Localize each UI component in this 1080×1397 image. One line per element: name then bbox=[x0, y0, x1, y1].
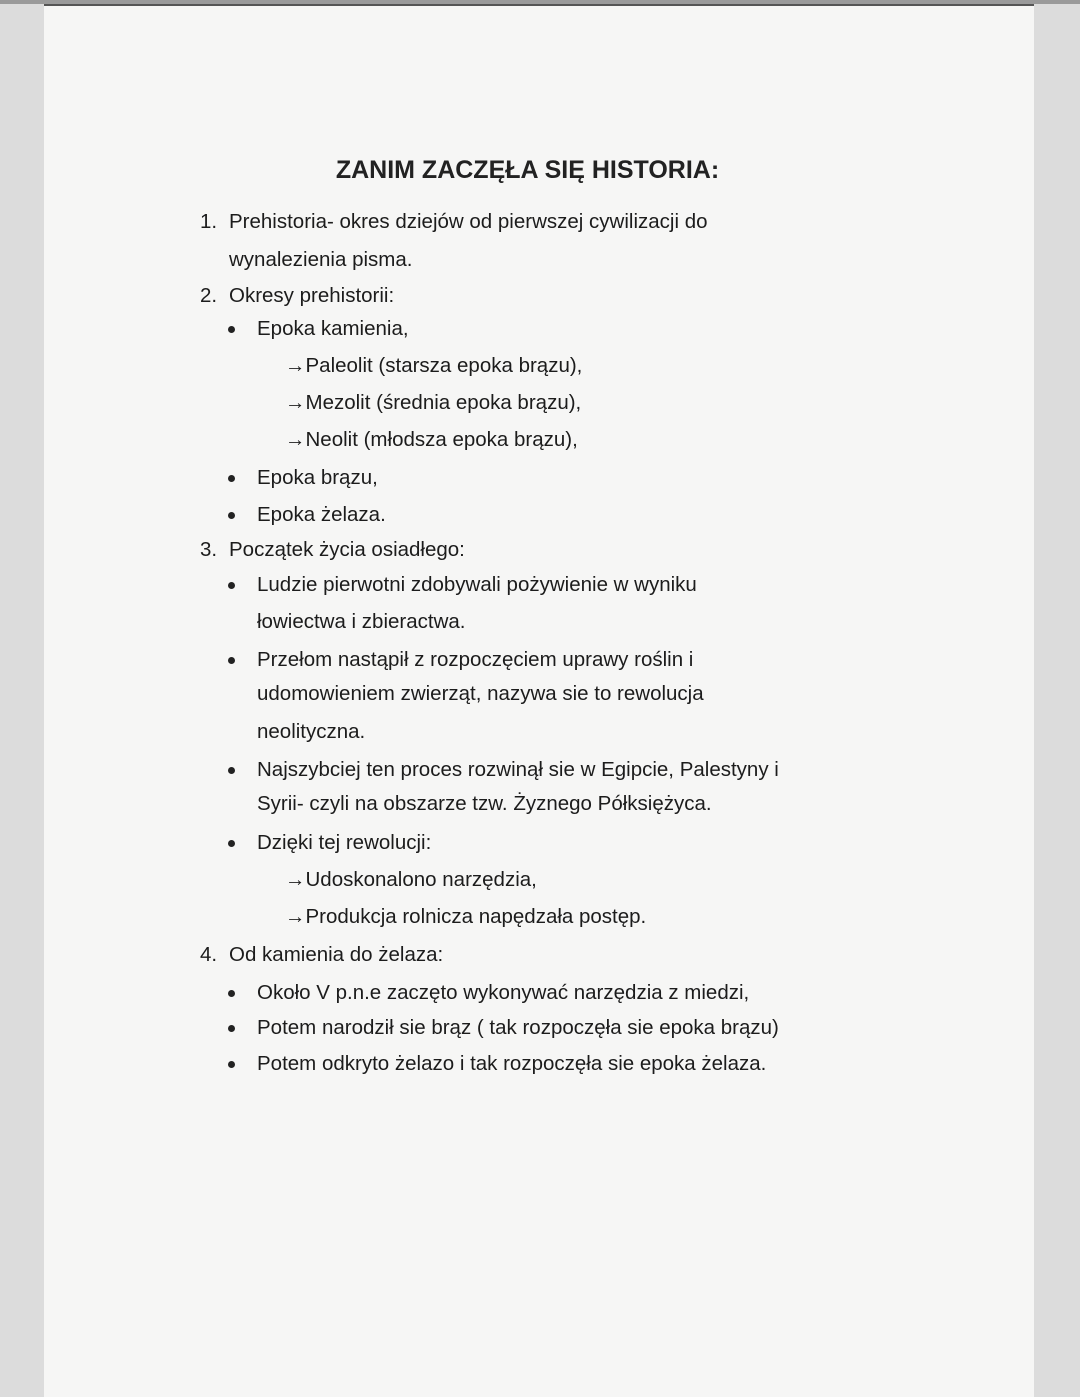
arrow-icon: → bbox=[285, 868, 306, 891]
section-number: 1. bbox=[200, 210, 218, 233]
arrow-icon: → bbox=[285, 428, 306, 451]
section-heading: Okresy prehistorii: bbox=[229, 284, 395, 307]
sub-item-text: Paleolit (starsza epoka brązu), bbox=[305, 354, 583, 377]
arrow-icon: → bbox=[285, 354, 306, 377]
list-item: Przełom nastąpił z rozpoczęciem uprawy roślin i bbox=[257, 648, 694, 671]
bullet-icon bbox=[228, 657, 235, 664]
bullet-icon bbox=[228, 475, 235, 482]
arrow-icon: → bbox=[285, 391, 306, 414]
list-item-cont: neolityczna. bbox=[257, 720, 366, 743]
bullet-icon bbox=[228, 326, 235, 333]
bullet-icon bbox=[228, 1025, 235, 1032]
bullet-icon bbox=[228, 767, 235, 774]
page-title: ZANIM ZACZĘŁA SIĘ HISTORIA: bbox=[335, 156, 720, 184]
sub-item-text: Mezolit (średnia epoka brązu), bbox=[305, 391, 582, 414]
arrow-icon: → bbox=[285, 905, 306, 928]
list-item: Około V p.n.e zaczęto wykonywać narzędzia z miedzi, bbox=[257, 981, 750, 1004]
section-number: 4. bbox=[200, 943, 218, 966]
section-heading: Początek życia osiadłego: bbox=[229, 538, 465, 561]
section-text: wynalezienia pisma. bbox=[229, 248, 413, 271]
sub-item-text: Neolit (młodsza epoka brązu), bbox=[305, 428, 578, 451]
sub-item-text: Udoskonalono narzędzia, bbox=[305, 868, 537, 891]
sub-item-text: Produkcja rolnicza napędzała postęp. bbox=[305, 905, 647, 928]
section-number: 3. bbox=[200, 538, 218, 561]
section-number: 2. bbox=[200, 284, 218, 307]
list-item: Epoka żelaza. bbox=[257, 503, 386, 526]
sub-item bbox=[285, 354, 582, 378]
section-heading: Od kamienia do żelaza: bbox=[229, 943, 444, 966]
bullet-icon bbox=[228, 840, 235, 847]
list-item: Potem odkryto żelazo i tak rozpoczęła sie epoka żelaza. bbox=[257, 1052, 767, 1075]
bullet-icon bbox=[228, 582, 235, 589]
list-item-cont: Syrii- czyli na obszarze tzw. Żyznego Półksiężyca. bbox=[257, 792, 712, 815]
sub-item bbox=[285, 868, 537, 892]
bullet-icon bbox=[228, 512, 235, 519]
list-item: Potem narodził sie brąz ( tak rozpoczęła sie epoka brązu) bbox=[257, 1016, 779, 1039]
sub-item bbox=[285, 428, 578, 452]
bullet-icon bbox=[228, 990, 235, 997]
list-item: Najszybciej ten proces rozwinął sie w Egipcie, Palestyny i bbox=[257, 758, 779, 781]
list-item: Epoka brązu, bbox=[257, 466, 378, 489]
section-text: Prehistoria- okres dziejów od pierwszej cywilizacji do bbox=[229, 210, 708, 233]
list-item-cont: udomowieniem zwierząt, nazywa sie to rewolucja bbox=[257, 682, 704, 705]
list-item: Epoka kamienia, bbox=[257, 317, 409, 340]
list-item: Dzięki tej rewolucji: bbox=[257, 831, 432, 854]
sub-item bbox=[285, 391, 581, 415]
list-item: Ludzie pierwotni zdobywali pożywienie w wyniku bbox=[257, 573, 697, 596]
list-item-cont: łowiectwa i zbieractwa. bbox=[257, 610, 466, 633]
sub-item bbox=[285, 905, 646, 929]
bullet-icon bbox=[228, 1061, 235, 1068]
